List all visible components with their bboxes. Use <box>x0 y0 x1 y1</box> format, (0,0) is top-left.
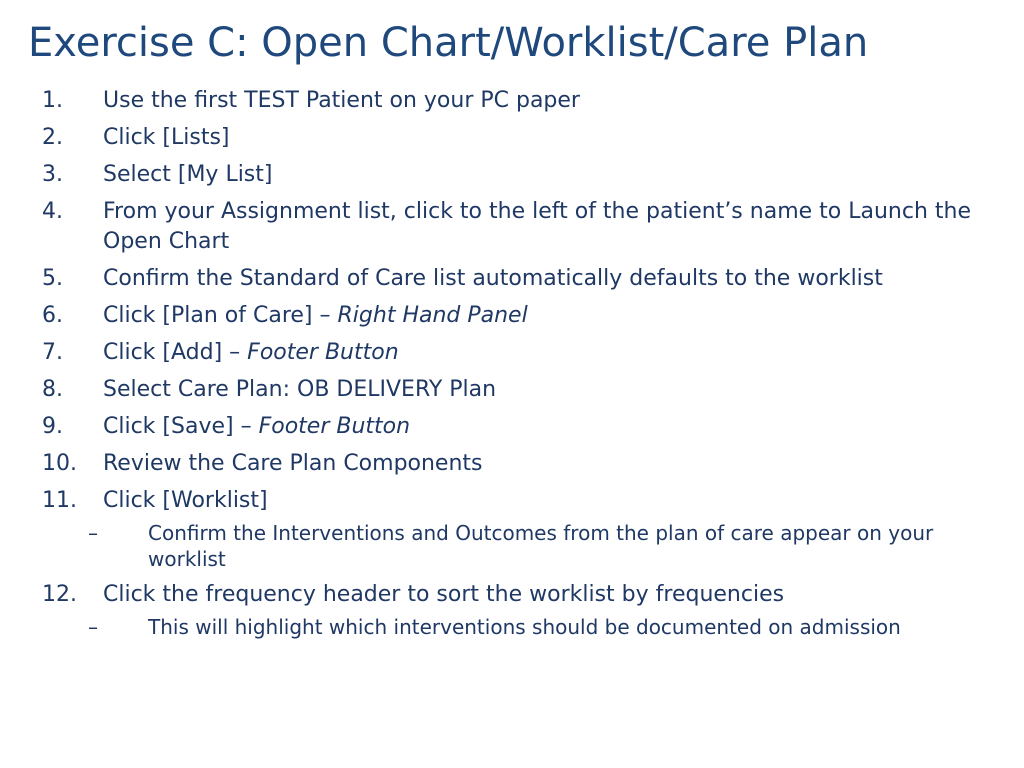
list-item <box>42 301 1010 331</box>
step-number: 3. <box>42 162 63 187</box>
list-item <box>42 486 1010 516</box>
list-item <box>42 580 1010 610</box>
step-number: 7. <box>42 340 63 365</box>
step-text: Click [Lists] <box>103 125 230 150</box>
step-number: 2. <box>42 125 63 150</box>
slide-title: Exercise C: Open Chart/Worklist/Care Plan <box>28 20 869 66</box>
step-number: 9. <box>42 414 63 439</box>
step-number: 8. <box>42 377 63 402</box>
dash-bullet: – <box>88 615 98 639</box>
step-text: Select [My List] <box>103 162 273 187</box>
step-text: From your Assignment list, click to the left of the patient’s name to Launch the Open Chart <box>103 199 971 254</box>
step-text: Click [Plan of Care] – <box>103 303 338 328</box>
list-item <box>42 264 1010 294</box>
step-text: Select Care Plan: OB DELIVERY Plan <box>103 377 497 402</box>
step-text: Click [Add] – <box>103 340 248 365</box>
step-text: Click [Save] – <box>103 414 259 439</box>
step-text: Review the Care Plan Components <box>103 451 483 476</box>
steps-list <box>42 86 1010 648</box>
step-location-note: Footer Button <box>247 340 399 365</box>
step-number: 1. <box>42 88 63 113</box>
step-location-note: Right Hand Panel <box>337 303 528 328</box>
dash-bullet: – <box>88 521 98 545</box>
sub-step-text: Confirm the Interventions and Outcomes from the plan of care appear on your worklist <box>148 521 934 571</box>
list-item <box>42 338 1010 368</box>
step-text: Confirm the Standard of Care list automatically defaults to the worklist <box>103 266 883 291</box>
sub-step-text: This will highlight which interventions should be documented on admission <box>148 615 901 639</box>
list-item <box>42 160 1010 190</box>
step-number: 6. <box>42 303 63 328</box>
step-number: 12. <box>42 582 77 607</box>
sub-list-item <box>42 614 1010 640</box>
step-location-note: Footer Button <box>258 414 411 439</box>
sub-list-item <box>42 520 1010 572</box>
list-item <box>42 197 1010 257</box>
step-number: 5. <box>42 266 63 291</box>
step-number: 4. <box>42 199 63 224</box>
list-item <box>42 123 1010 153</box>
step-number: 11. <box>42 488 77 513</box>
step-number: 10. <box>42 451 77 476</box>
list-item <box>42 375 1010 405</box>
list-item <box>42 86 1010 116</box>
step-text: Click the frequency header to sort the worklist by frequencies <box>103 582 785 607</box>
list-item <box>42 449 1010 479</box>
step-text: Use the first TEST Patient on your PC paper <box>103 88 580 113</box>
step-text: Click [Worklist] <box>103 488 268 513</box>
list-item <box>42 412 1010 442</box>
